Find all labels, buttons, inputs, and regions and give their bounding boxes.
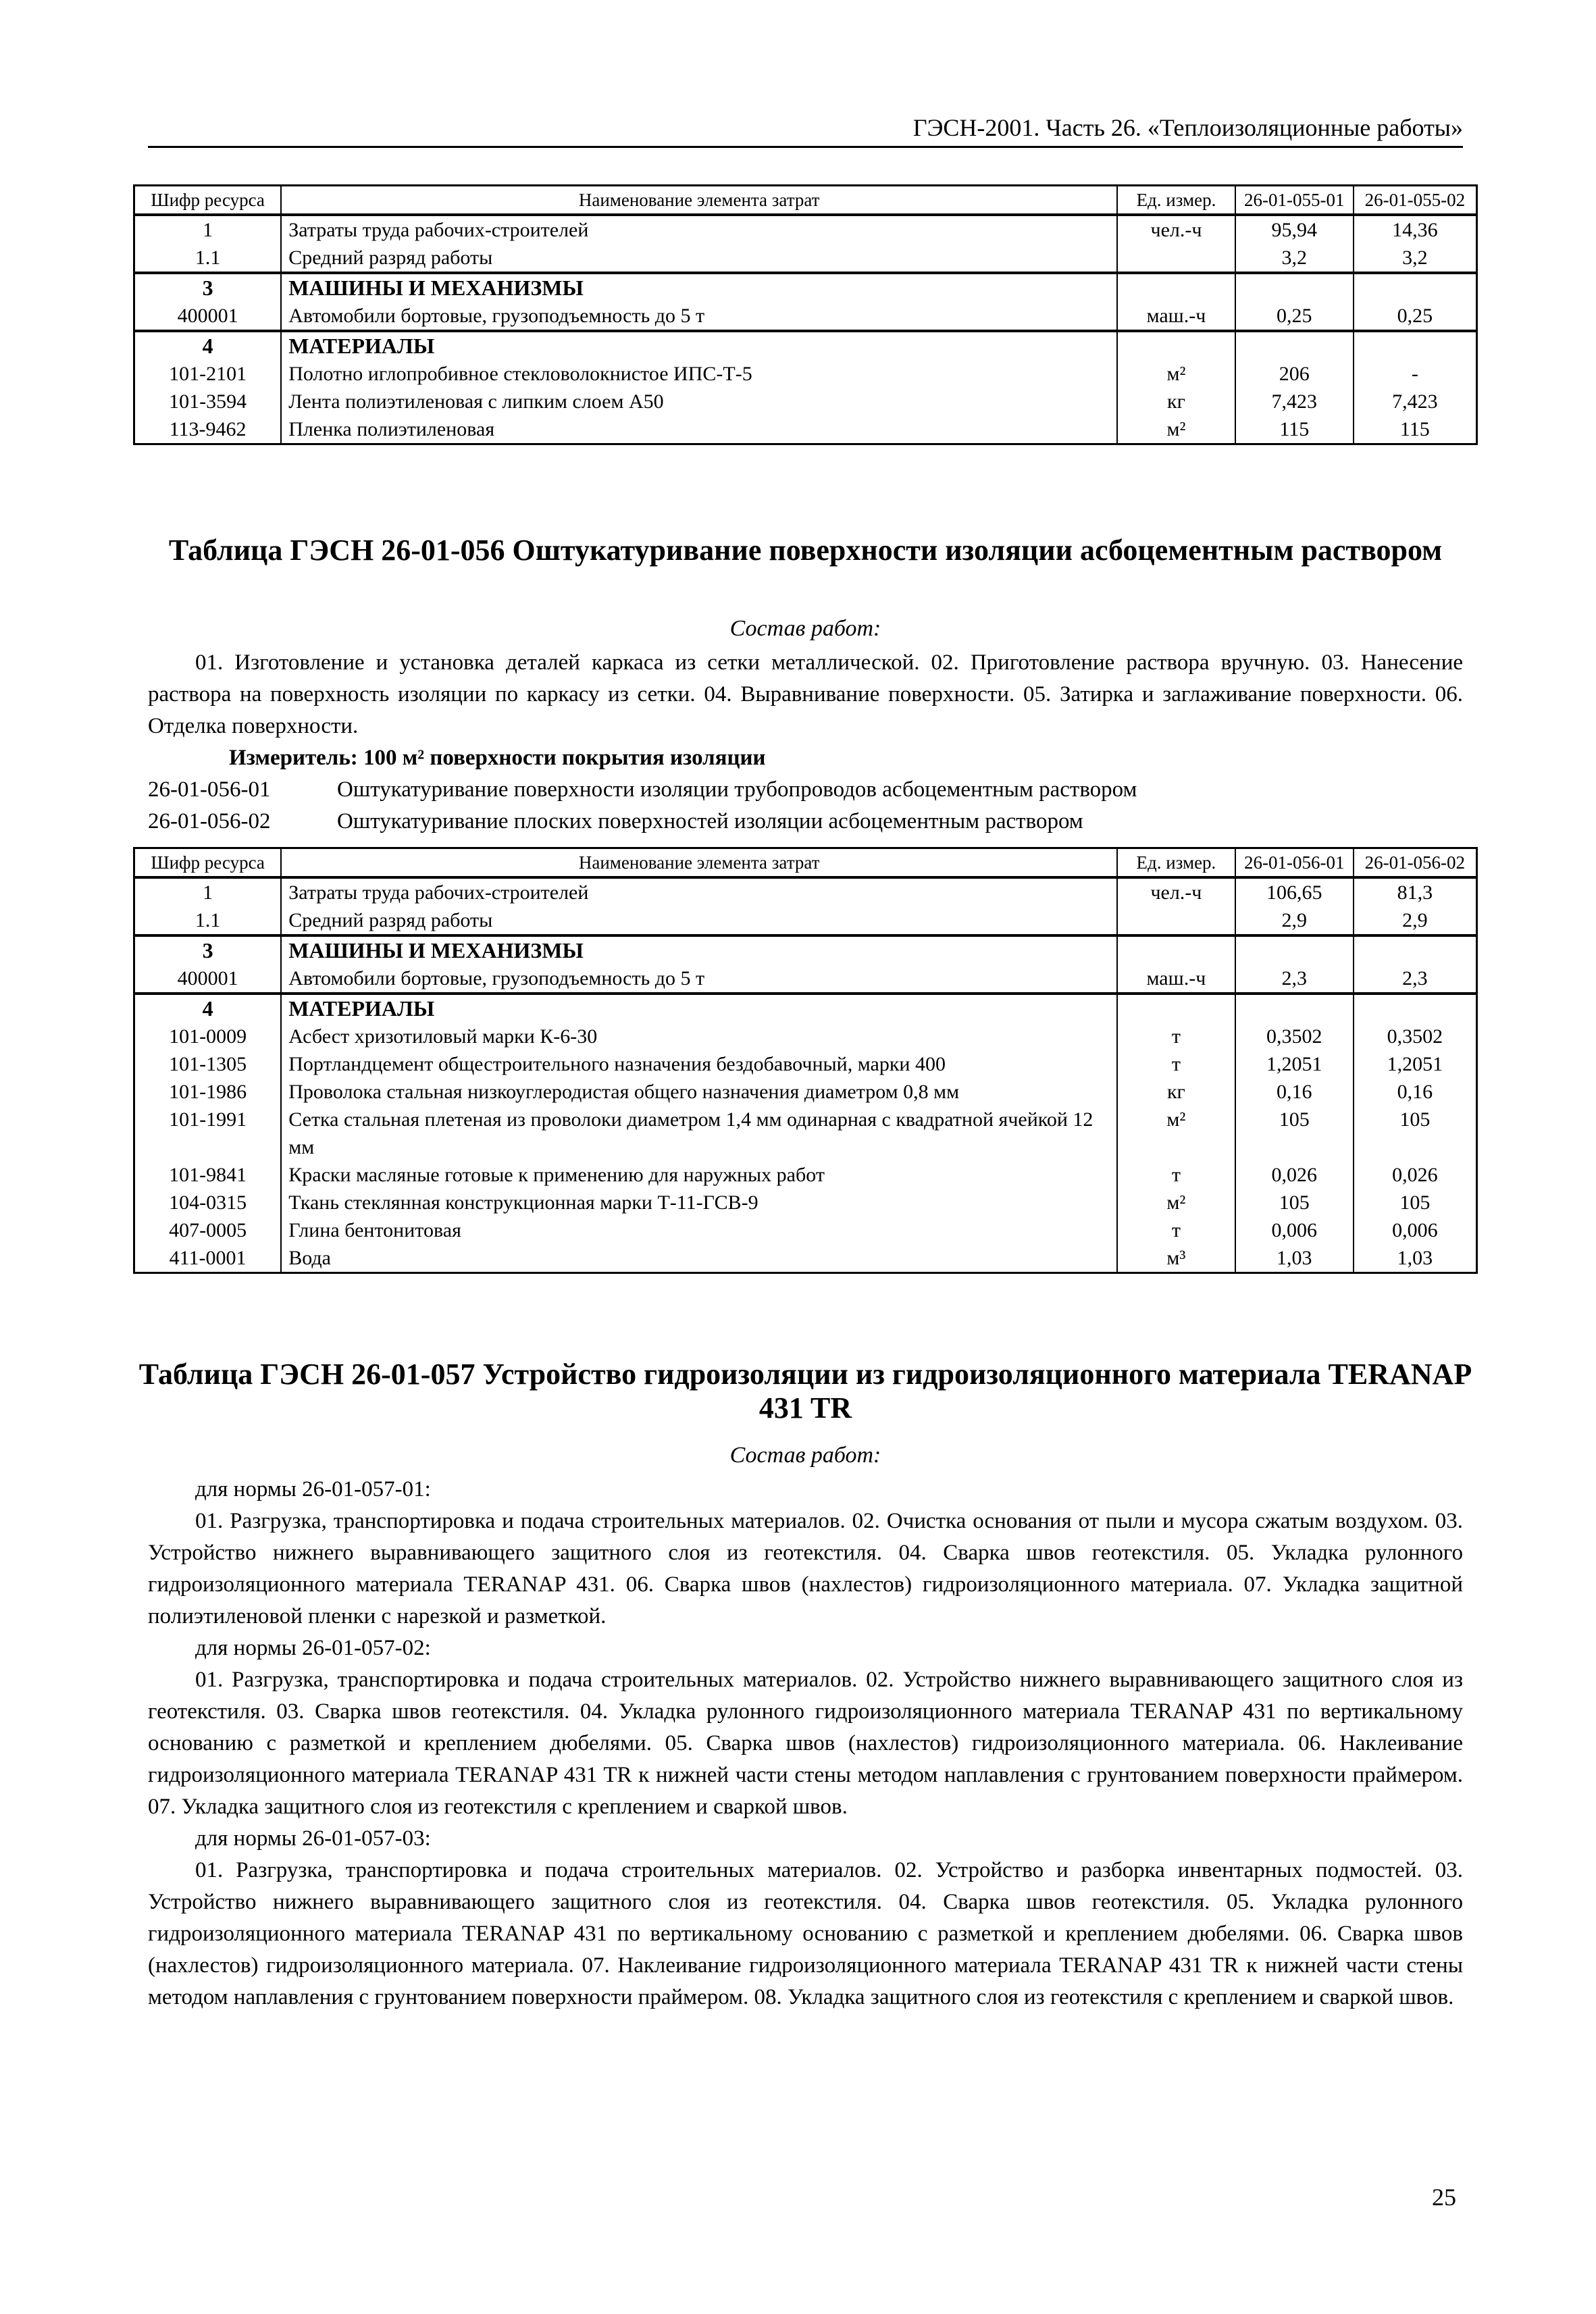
table-row [134, 1216, 1477, 1244]
table-row [134, 244, 1477, 273]
value-norm-2: 14,36 [1354, 215, 1477, 244]
resource-name: Ткань стеклянная конструкционная марки Т-11-ГСВ-9 [281, 1189, 1117, 1216]
header-unit: Ед. измер. [1117, 848, 1235, 878]
value-norm-2: 0,026 [1354, 1161, 1477, 1189]
table-section-row [134, 994, 1477, 1023]
value-norm-1: 0,3502 [1235, 1023, 1354, 1050]
resource-code: 101-2101 [134, 360, 282, 388]
value-norm-2: 81,3 [1354, 877, 1477, 906]
value-norm-1: 105 [1235, 1189, 1354, 1216]
value-norm-1: 3,2 [1235, 244, 1354, 273]
table-row [134, 1078, 1477, 1106]
work-composition-056: 01. Изготовление и установка деталей каркаса из сетки металлической. 02. Приготовление раствора вручную. 03. Нанесение раствора на поверхность изоляции по каркасу из сетки. 04. Выравнивание поверхности. 05. Затирка и заглаживание поверхности. 06. Отделка поверхности. [148, 650, 1463, 738]
resource-code: 101-0009 [134, 1023, 282, 1050]
value-norm-2: - [1354, 360, 1477, 388]
resource-code: 104-0315 [134, 1189, 282, 1216]
resource-name: Лента полиэтиленовая с липким слоем А50 [281, 388, 1117, 415]
value-norm-1: 105 [1235, 1106, 1354, 1161]
value-norm-1 [1235, 935, 1354, 965]
resource-code: 1.1 [134, 244, 282, 273]
work-composition-057-01: 01. Разгрузка, транспортировка и подача строительных материалов. 02. Очистка основания от пыли и мусора сжатым воздухом. 03. Устройство нижнего выравнивающего защитного слоя из геотекстиля. 04. Сварка швов геотекстиля. 05. Укладка рулонного гидроизоляционного материала TERANAP 431. 06. Сварка швов (нахлестов) гидроизоляционного материала. 07. Укладка защитной полиэтиленовой пленки с нарезкой и разметкой. [148, 1509, 1463, 1628]
table-057-title: Таблица ГЭСН 26-01-057 Устройство гидроизоляции из гидроизоляционного материала TERANAP 431 TR [138, 1358, 1472, 1424]
resource-code: 1 [134, 877, 282, 906]
value-norm-1: 1,2051 [1235, 1050, 1354, 1078]
value-norm-2: 0,3502 [1354, 1023, 1477, 1050]
unit: м² [1117, 1106, 1235, 1161]
value-norm-2: 1,03 [1354, 1244, 1477, 1273]
table-row [134, 1050, 1477, 1078]
table-row [134, 877, 1477, 906]
value-norm-1: 206 [1235, 360, 1354, 388]
value-norm-2: 0,16 [1354, 1078, 1477, 1106]
norm-name: Оштукатуривание поверхности изоляции трубопроводов асбоцементным раствором [337, 777, 1137, 802]
unit: м² [1117, 360, 1235, 388]
header-code: Шифр ресурса [134, 186, 282, 215]
table-row [134, 360, 1477, 388]
norm-056-01 [148, 774, 1463, 806]
value-norm-1: 115 [1235, 415, 1354, 444]
work-composition-057-03: 01. Разгрузка, транспортировка и подача строительных материалов. 02. Устройство и разборка инвентарных подмостей. 03. Устройство нижнего выравнивающего защитного слоя из геотекстиля. 04. Сварка швов геотекстиля. 05. Укладка рулонного гидроизоляционного материала TERANAP 431 по вертикальному основанию с разметкой и креплением дюбелями. 06. Сварка швов (нахлестов) гидроизоляционного материала. 07. Наклеивание гидроизоляционного материала TERANAP 431 TR к нижней части стены методом наплавления с грунтованием поверхности праймером. 08. Укладка защитного слоя из геотекстиля с креплением и сваркой швов. [148, 1858, 1463, 2009]
table-row [134, 388, 1477, 415]
value-norm-2: 1,2051 [1354, 1050, 1477, 1078]
unit: маш.-ч [1117, 302, 1235, 331]
table-row [134, 215, 1477, 244]
value-norm-1 [1235, 331, 1354, 360]
value-norm-2: 2,3 [1354, 965, 1477, 994]
value-norm-2: 115 [1354, 415, 1477, 444]
section-057-text [148, 1474, 1463, 2013]
resource-code: 101-3594 [134, 388, 282, 415]
value-norm-2: 2,9 [1354, 906, 1477, 935]
table-row [134, 965, 1477, 994]
resource-code: 101-1991 [134, 1106, 282, 1161]
unit: т [1117, 1216, 1235, 1244]
value-norm-1: 0,16 [1235, 1078, 1354, 1106]
value-norm-1: 0,25 [1235, 302, 1354, 331]
norm-label-057-01: для нормы 26-01-057-01: [195, 1477, 431, 1501]
value-norm-2: 105 [1354, 1106, 1477, 1161]
unit: чел.-ч [1117, 877, 1235, 906]
value-norm-2: 0,006 [1354, 1216, 1477, 1244]
resource-name: Краски масляные готовые к применению для наружных работ [281, 1161, 1117, 1189]
page-number: 25 [1432, 2184, 1456, 2211]
unit: м³ [1117, 1244, 1235, 1273]
unit [1117, 273, 1235, 302]
resource-name: Затраты труда рабочих-строителей [281, 877, 1117, 906]
resource-code: 4 [134, 994, 282, 1023]
unit [1117, 244, 1235, 273]
value-norm-1: 0,026 [1235, 1161, 1354, 1189]
resource-code: 3 [134, 273, 282, 302]
resource-code: 400001 [134, 965, 282, 994]
table-row [134, 1244, 1477, 1273]
value-norm-1: 2,3 [1235, 965, 1354, 994]
resource-name: МАШИНЫ И МЕХАНИЗМЫ [281, 273, 1117, 302]
table-section-row [134, 935, 1477, 965]
table-row [134, 302, 1477, 331]
unit: кг [1117, 1078, 1235, 1106]
measure-unit-056: Измеритель: 100 м² поверхности покрытия изоляции [229, 746, 766, 770]
norm-code: 26-01-056-02 [148, 809, 271, 833]
composition-label-056: Состав работ: [729, 616, 881, 641]
resource-name: Глина бентонитовая [281, 1216, 1117, 1244]
resource-name: МАТЕРИАЛЫ [281, 994, 1117, 1023]
unit: кг [1117, 388, 1235, 415]
unit [1117, 906, 1235, 935]
work-composition-057-02: 01. Разгрузка, транспортировка и подача строительных материалов. 02. Устройство нижнего выравнивающего защитного слоя из геотекстиля. 03. Сварка швов геотекстиля. 04. Укладка рулонного гидроизоляционного материала TERANAP 431 по вертикальному основанию с разметкой и креплением дюбелями. 05. Сварка швов (нахлестов) гидроизоляционного материала. 06. Наклеивание гидроизоляционного материала TERANAP 431 TR к нижней части стены методом наплавления с грунтованием поверхности праймером. 07. Укладка защитного слоя из геотекстиля с креплением и сваркой швов. [148, 1668, 1463, 1819]
resource-name: Средний разряд работы [281, 906, 1117, 935]
table-row [134, 1161, 1477, 1189]
resource-name: Проволока стальная низкоуглеродистая общего назначения диаметром 0,8 мм [281, 1078, 1117, 1106]
value-norm-1 [1235, 994, 1354, 1023]
norm-name: Оштукатуривание плоских поверхностей изоляции асбоцементным раствором [337, 809, 1083, 833]
resource-name: Асбест хризотиловый марки К-6-30 [281, 1023, 1117, 1050]
resource-name: МАТЕРИАЛЫ [281, 331, 1117, 360]
resource-code: 101-1305 [134, 1050, 282, 1078]
resource-name: Сетка стальная плетеная из проволоки диаметром 1,4 мм одинарная с квадратной ячейкой 12 мм [281, 1106, 1117, 1161]
header-name: Наименование элемента затрат [281, 186, 1117, 215]
value-norm-2 [1354, 331, 1477, 360]
resource-code: 400001 [134, 302, 282, 331]
value-norm-2 [1354, 935, 1477, 965]
value-norm-2 [1354, 994, 1477, 1023]
value-norm-1: 0,006 [1235, 1216, 1354, 1244]
unit: м² [1117, 415, 1235, 444]
composition-label-057: Состав работ: [729, 1443, 881, 1468]
norm-label-057-03: для нормы 26-01-057-03: [195, 1826, 431, 1851]
table-section-row [134, 331, 1477, 360]
norm-056-02 [148, 806, 1463, 838]
table-row [134, 1023, 1477, 1050]
resource-code: 113-9462 [134, 415, 282, 444]
resource-code: 411-0001 [134, 1244, 282, 1273]
table-section-row [134, 273, 1477, 302]
unit: т [1117, 1023, 1235, 1050]
resource-code: 101-9841 [134, 1161, 282, 1189]
value-norm-1: 7,423 [1235, 388, 1354, 415]
value-norm-1: 2,9 [1235, 906, 1354, 935]
header-norm-1: 26-01-056-01 [1235, 848, 1354, 878]
resource-name: Полотно иглопробивное стекловолокнистое ИПС-Т-5 [281, 360, 1117, 388]
header-norm-1: 26-01-055-01 [1235, 186, 1354, 215]
unit [1117, 331, 1235, 360]
table-header-row [134, 848, 1477, 878]
resource-name: Пленка полиэтиленовая [281, 415, 1117, 444]
table-header-row [134, 186, 1477, 215]
value-norm-1: 106,65 [1235, 877, 1354, 906]
value-norm-1: 95,94 [1235, 215, 1354, 244]
resource-table-056 [133, 847, 1478, 1274]
unit: чел.-ч [1117, 215, 1235, 244]
unit: маш.-ч [1117, 965, 1235, 994]
header-unit: Ед. измер. [1117, 186, 1235, 215]
value-norm-2: 0,25 [1354, 302, 1477, 331]
norm-code: 26-01-056-01 [148, 777, 271, 802]
resource-code: 4 [134, 331, 282, 360]
unit: т [1117, 1050, 1235, 1078]
resource-name: Вода [281, 1244, 1117, 1273]
norm-label-057-02: для нормы 26-01-057-02: [195, 1636, 431, 1660]
resource-name: Автомобили бортовые, грузоподъемность до 5 т [281, 302, 1117, 331]
resource-table-055 [133, 184, 1478, 445]
resource-code: 1.1 [134, 906, 282, 935]
value-norm-2: 7,423 [1354, 388, 1477, 415]
resource-name: Средний разряд работы [281, 244, 1117, 273]
table-row [134, 906, 1477, 935]
unit: т [1117, 1161, 1235, 1189]
unit [1117, 994, 1235, 1023]
table-row [134, 1106, 1477, 1161]
resource-name: Затраты труда рабочих-строителей [281, 215, 1117, 244]
value-norm-2 [1354, 273, 1477, 302]
header-name: Наименование элемента затрат [281, 848, 1117, 878]
header-code: Шифр ресурса [134, 848, 282, 878]
resource-code: 1 [134, 215, 282, 244]
unit: м² [1117, 1189, 1235, 1216]
table-056-title: Таблица ГЭСН 26-01-056 Оштукатуривание поверхности изоляции асбоцементным раствором [168, 534, 1443, 567]
running-header: ГЭСН-2001. Часть 26. «Теплоизоляционные работы» [148, 113, 1463, 148]
unit [1117, 935, 1235, 965]
value-norm-1 [1235, 273, 1354, 302]
table-row [134, 415, 1477, 444]
section-056-text [148, 647, 1463, 838]
table-row [134, 1189, 1477, 1216]
value-norm-2: 3,2 [1354, 244, 1477, 273]
resource-name: МАШИНЫ И МЕХАНИЗМЫ [281, 935, 1117, 965]
resource-name: Автомобили бортовые, грузоподъемность до 5 т [281, 965, 1117, 994]
resource-code: 101-1986 [134, 1078, 282, 1106]
header-norm-2: 26-01-055-02 [1354, 186, 1477, 215]
resource-code: 407-0005 [134, 1216, 282, 1244]
header-norm-2: 26-01-056-02 [1354, 848, 1477, 878]
resource-code: 3 [134, 935, 282, 965]
value-norm-1: 1,03 [1235, 1244, 1354, 1273]
value-norm-2: 105 [1354, 1189, 1477, 1216]
resource-name: Портландцемент общестроительного назначения бездобавочный, марки 400 [281, 1050, 1117, 1078]
